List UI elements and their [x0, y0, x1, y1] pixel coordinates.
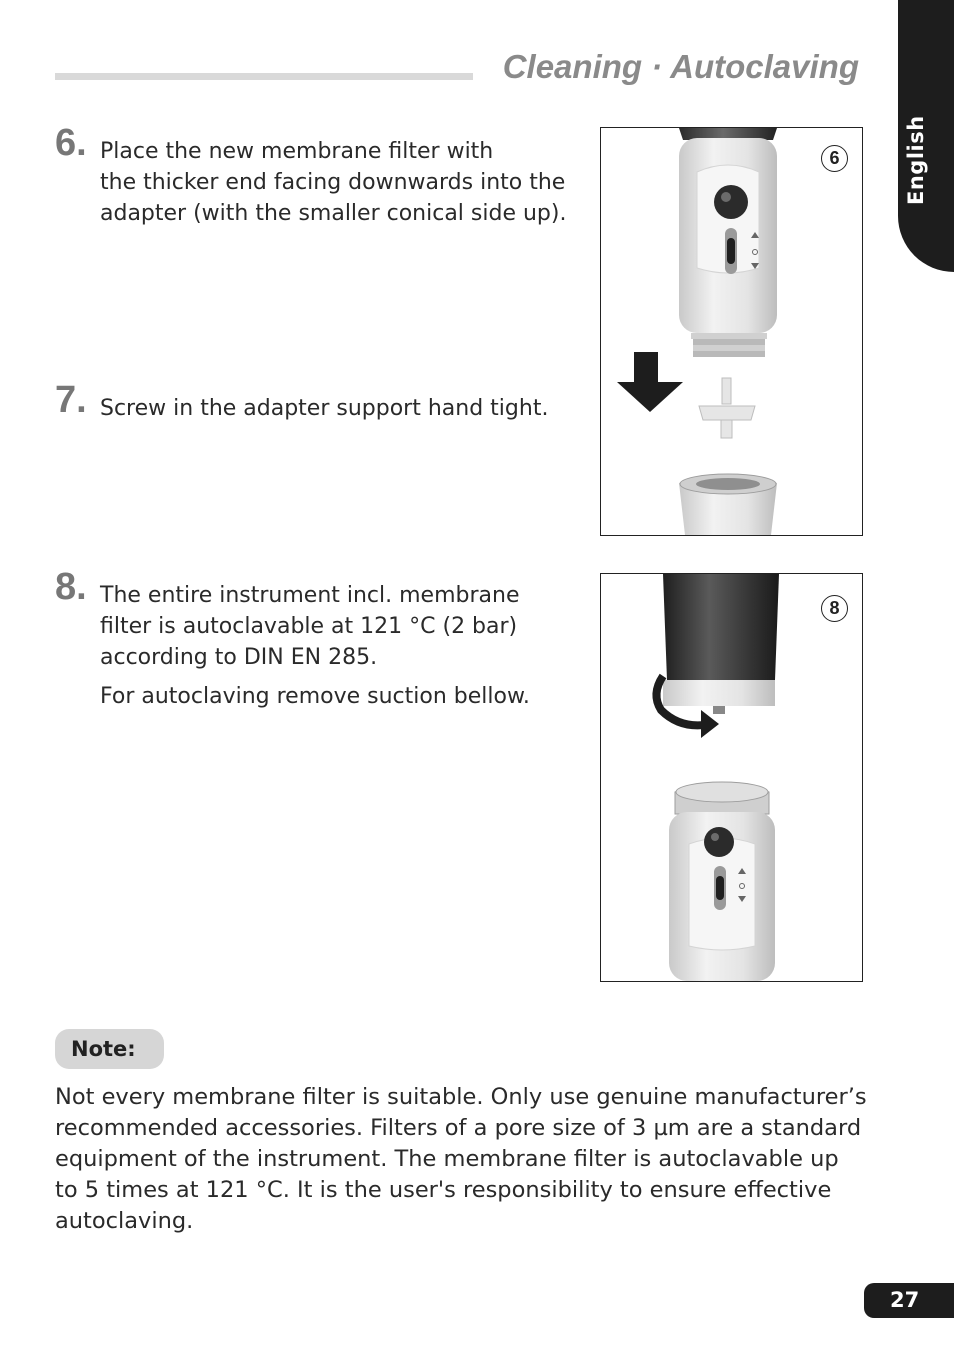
step-line: the thicker end facing downwards into the — [100, 170, 566, 195]
note-line: Not every membrane filter is suitable. Only use genuine manufacturer’s — [55, 1084, 867, 1110]
step-line: Place the new membrane filter with — [100, 139, 494, 164]
figure-8 — [600, 573, 863, 982]
membrane-filter-icon — [699, 378, 755, 438]
page-title: Cleaning · Autoclaving — [502, 48, 859, 85]
step-line: The entire instrument incl. membrane — [100, 583, 520, 608]
step-text — [100, 580, 530, 712]
step-text — [100, 393, 548, 424]
figure-badge: 8 — [821, 595, 848, 622]
step-line: according to DIN EN 285. — [100, 645, 378, 670]
step-line: filter is autoclavable at 121 °C (2 bar) — [100, 614, 518, 639]
header-rule — [55, 73, 473, 80]
step-extra: For autoclaving remove suction bellow. — [100, 684, 530, 709]
language-tab — [898, 0, 954, 272]
down-arrow-icon — [617, 352, 683, 412]
page-number: 27 — [864, 1283, 954, 1318]
step-line: adapter (with the smaller conical side up). — [100, 201, 567, 226]
figure-badge: 6 — [821, 145, 848, 172]
pipette-controller-icon — [601, 128, 862, 535]
figure-6 — [600, 127, 863, 536]
step-line: Screw in the adapter support hand tight. — [100, 396, 549, 421]
note-line: equipment of the instrument. The membrane filter is autoclavable up — [55, 1146, 839, 1172]
language-tab-label: English — [904, 115, 928, 205]
note-line: recommended accessories. Filters of a pore size of 3 µm are a standard — [55, 1115, 862, 1141]
step-text — [100, 136, 566, 229]
note-text — [55, 1082, 867, 1237]
adapter-icon — [679, 474, 777, 535]
step-number: 8. — [55, 566, 87, 608]
note-label: Note: — [55, 1029, 164, 1069]
note-line: to 5 times at 121 °C. It is the user's responsibility to ensure effective — [55, 1177, 832, 1203]
pipette-controller-icon — [601, 574, 862, 981]
note-line: autoclaving. — [55, 1208, 194, 1234]
step-number: 6. — [55, 122, 87, 164]
step-number: 7. — [55, 379, 87, 421]
